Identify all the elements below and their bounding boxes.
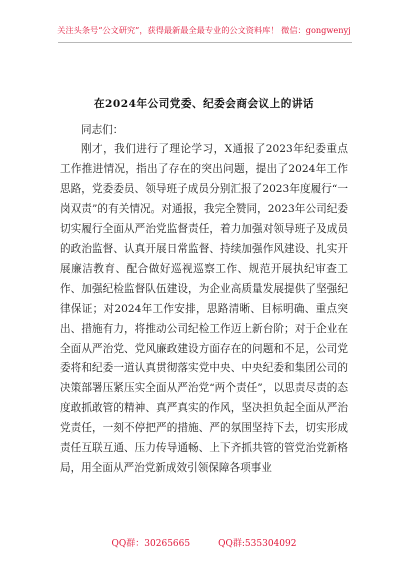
body-paragraph: 刚才，我们进行了理论学习，X通报了2023年纪委重点工作推进情况，指出了存在的突出问题，提出了2024年工作思路，党委委员、领导班子成员分别汇报了2023年度履行“一岗双责”的有关情况。对通报，我完全赞同，2023年公司纪委切实履行全面从严治党监督责任，着力加强对领导班子及成员的政治监督、认真开展日常监督、持续加强作风建设、扎实开展廉洁教育、配合做好巡视巡察工作、规范开展执纪审查工作、加强纪检监督队伍建设，为企业高质量发展提供了坚强纪律保证；对2024年工作安排，思路清晰、目标明确、重点突出、措施有力，将推动公司纪检工作迈上新台阶；对于企业在全面从严治党、党风廉政建设方面存在的问题和不足，公司党委将和纪委一道认真贯彻落实党中央、中央纪委和集团公司的决策部署压紧压实全面从严治党“两个责任”，以思责尽责的态度敢抓敢管的精神、真严真实的作风，坚决担负起全面从严治党责任，一刻不停把严的措施、严的氛围坚持下去，切实形成责任互联互通、压力传导通畅、上下齐抓共管的管党治党新格局，用全面从严治党新成效引领保障各项事业 bbox=[60, 143, 348, 475]
footer bbox=[0, 536, 408, 549]
header-divider bbox=[58, 42, 352, 43]
footer-qq-group-2: QQ群:535304092 bbox=[218, 539, 297, 549]
document-title: 在2024年公司党委、纪委会商会议上的讲话 bbox=[93, 98, 315, 110]
footer-qq-group-1: QQ群：30265665 bbox=[111, 539, 191, 549]
header-banner: 关注头条号“公文研究”，获得最新最全最专业的公文资料库！ 微信：gongwenyj bbox=[57, 25, 351, 35]
salutation: 同志们： bbox=[81, 124, 124, 136]
